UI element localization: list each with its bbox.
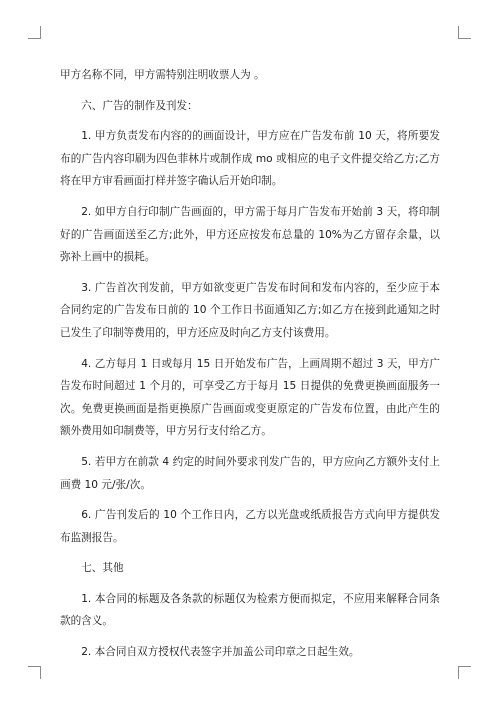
clause-6-6: 6. 广告刊发后的 10 个工作日内，乙方以光盘或纸质报告方式向甲方提供发布监测报告。: [60, 509, 440, 544]
crop-mark-top-left: [28, 26, 41, 39]
paragraph-receipt-note: 甲方名称不同，甲方需特别注明收票人为 。: [60, 69, 265, 81]
clause-6-2: 2. 如甲方自行印制广告画面的，甲方需于每月广告发布开始前 3 天，将印制好的广告画面送至乙方;此外，甲方还应按发布总量的 10%为乙方留存余量，以弥补上画中的损耗。: [60, 205, 440, 264]
crop-mark-bottom-left: [28, 666, 41, 679]
crop-mark-top-right: [458, 26, 471, 39]
clause-7-2: 2. 本合同自双方授权代表签字并加盖公司印章之日起生效。: [81, 646, 360, 659]
crop-mark-bottom-right: [458, 666, 471, 679]
section-heading-other: 七、其他: [81, 562, 124, 575]
clause-7-1: 1. 本合同的标题及各条款的标题仅为检索方便而拟定，不应用来解释合同条款的含义。: [60, 592, 440, 628]
clause-6-1: 1. 甲方负责发布内容的的画面设计，甲方应在广告发布前 10 天，将所要发布的广告内容印刷为四色菲林片或制作成 mo 或相应的电子文件提交给乙方;乙方将在甲方审看画面打样并签字确认后开始印制。: [60, 130, 440, 188]
document-body: [60, 64, 440, 664]
clause-6-5: 5. 若甲方在前款 4 约定的时间外要求刊发广告的，甲方应向乙方额外支付上画费 10 元/张/次。: [60, 455, 440, 491]
section-heading-production: 六、广告的制作及刊发：: [81, 99, 198, 112]
clause-6-3: 3. 广告首次刊发前，甲方如欲变更广告发布时间和发布内容的，至少应于本合同约定的广告发布日前的 10 个工作日书面通知乙方;如乙方在接到此通知之时已发生了印制等费用的，甲方还应及时向乙方支付该费用。: [60, 281, 440, 339]
clause-6-4: 4. 乙方每月 1 日或每月 15 日开始发布广告，上画周期不超过 3 天，甲方广告发布时间超过 1 个月的，可享受乙方于每月 15 日提供的免费更换画面服务一次。免费更换画面是指更换原广告画面或变更原定的广告发布位置，由此产生的额外费用如印制费等，甲方另行支付给乙方。: [60, 357, 440, 438]
